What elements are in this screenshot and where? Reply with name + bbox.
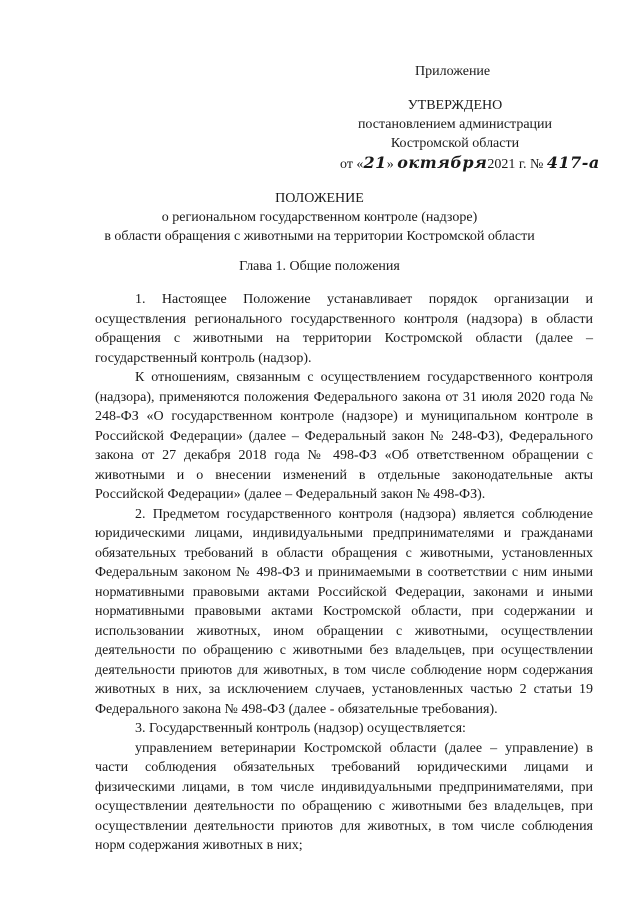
chapter-heading: Глава 1. Общие положения (239, 259, 400, 274)
paragraph: 1. Настоящее Положение устанавливает порядок организации и осуществления регионального государственного контроля (надзора) в области обращения с животными на территории Костромской области (далее – государственный контроль (надзор). (95, 292, 593, 366)
approved-by-line2: Костромской области (390, 136, 520, 151)
date-day: 21 (363, 153, 387, 172)
paragraph: 2. Предметом государственного контроля (надзора) является соблюдение юридическими лицами, индивидуальными предпринимателями и гражданами обязательных требований в области обращения с животными, установленных Федеральным законом № 498-ФЗ и принимаемыми в соответствии с ним иными нормативными правовыми актами Российской Федерации, законами и иными нормативными правовыми актами Костромской области, при содержании и использовании животных, ином обращении с животными, осуществлении деятельности по обращению с животными без владельцев, при осуществлении деятельности приютов для животных, в том числе соблюдение норм содержания животных в них, за исключением случаев, установленных частью 2 статьи 19 Федерального закона № 498-ФЗ (далее - обязательные требования). (95, 506, 593, 717)
approved-heading: УТВЕРЖДЕНО (407, 98, 503, 113)
title-line3: в области обращения с животными на территории Костромской области (104, 229, 535, 244)
paragraph: управлением ветеринарии Костромской области (далее – управление) в части соблюдения обязательных требований юридическими лицами и физическими лицами, в том числе индивидуальными предпринимателями, при осуществлении деятельности по обращению с животными без владельцев, при осуществлении деятельности приютов для животных, в том числе соблюдения норм содержания животных в них; (95, 740, 593, 853)
date-year: 2021 г. № (487, 157, 544, 172)
document-title (0, 189, 639, 246)
date-prefix: от « (340, 157, 364, 172)
title-line2: о региональном государственном контроле (надзоре) (161, 210, 478, 225)
document-body (95, 290, 593, 856)
paragraph: К отношениям, связанным с осуществлением государственного контроля (надзора), применяются положения Федерального закона от 31 июля 2020 года № 248-ФЗ «О государственном контроле (надзоре) и муниципальном контроле в Российской Федерации» (далее – Федеральный закон № 248-ФЗ), Федерального закона от 27 декабря 2018 года № 498-ФЗ «Об ответственном обращении с животными и о внесении изменений в отдельные законодательные акты Российской Федерации» (далее – Федеральный закон № 498-ФЗ). (95, 370, 593, 502)
date-mid: » (386, 157, 394, 172)
approval-block (330, 96, 600, 174)
approved-by-line1: постановлением администрации (357, 117, 553, 132)
document-number: 417-а (546, 153, 600, 172)
approval-date-line (340, 153, 600, 174)
date-month: октября (397, 153, 488, 172)
appendix-label: Приложение (415, 64, 491, 79)
title-main: ПОЛОЖЕНИЕ (275, 191, 364, 206)
paragraph: 3. Государственный контроль (надзор) осуществляется: (135, 721, 466, 736)
